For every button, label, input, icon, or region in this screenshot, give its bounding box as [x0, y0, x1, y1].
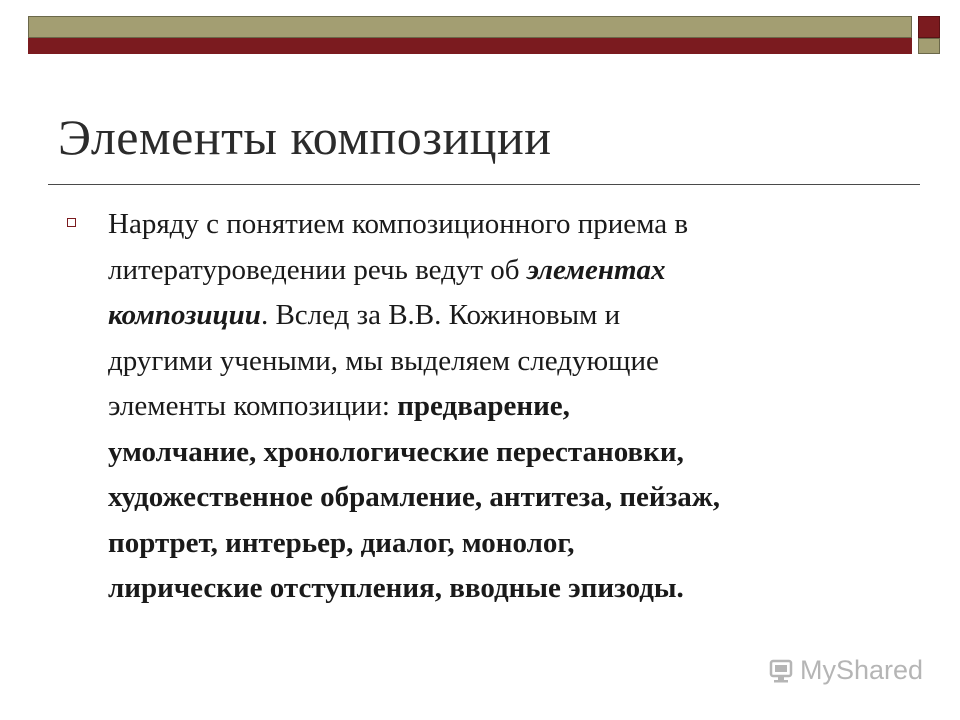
body-text-segment: Наряду с понятием композиционного приема в [108, 208, 689, 240]
emphasized-term: лирические отступления, вводные эпизоды. [108, 572, 684, 604]
emphasized-term: умолчание, хронологические перестановки, [108, 435, 684, 468]
corner-square-olive [918, 38, 940, 54]
myshared-logo-icon [768, 657, 796, 685]
square-bullet-icon [67, 218, 76, 227]
slide-body [108, 202, 908, 612]
maroon-stripe [28, 38, 912, 54]
body-line [108, 202, 908, 248]
slide-title: Элементы композиции [58, 109, 552, 165]
corner-square-maroon [918, 16, 940, 38]
body-text-segment: литературоведении речь ведут об [108, 253, 527, 286]
body-line [108, 430, 908, 476]
title-divider [48, 184, 920, 185]
body-line [108, 475, 908, 521]
emphasized-term: композиции [108, 299, 261, 331]
body-text-segment: элементы композиции: [108, 390, 398, 422]
body-text-segment: другими учеными, мы выделяем следующие [108, 344, 659, 377]
watermark [768, 655, 928, 691]
header-decor-bar [28, 16, 912, 54]
body-line [108, 521, 908, 567]
body-line [108, 248, 908, 294]
body-line [108, 339, 908, 385]
emphasized-term: художественное обрамление, антитеза, пейзаж, [108, 481, 721, 513]
body-line [108, 293, 908, 339]
emphasized-term: предварение, [397, 390, 570, 422]
emphasized-term: портрет, интерьер, диалог, монолог, [108, 526, 575, 559]
watermark-text: MyShared [800, 655, 924, 685]
emphasized-term: элементах [526, 253, 666, 286]
olive-stripe [28, 16, 912, 38]
body-text-segment: . Вслед за В.В. Кожиновым и [260, 299, 621, 331]
body-line [108, 566, 908, 612]
body-line [108, 384, 908, 430]
